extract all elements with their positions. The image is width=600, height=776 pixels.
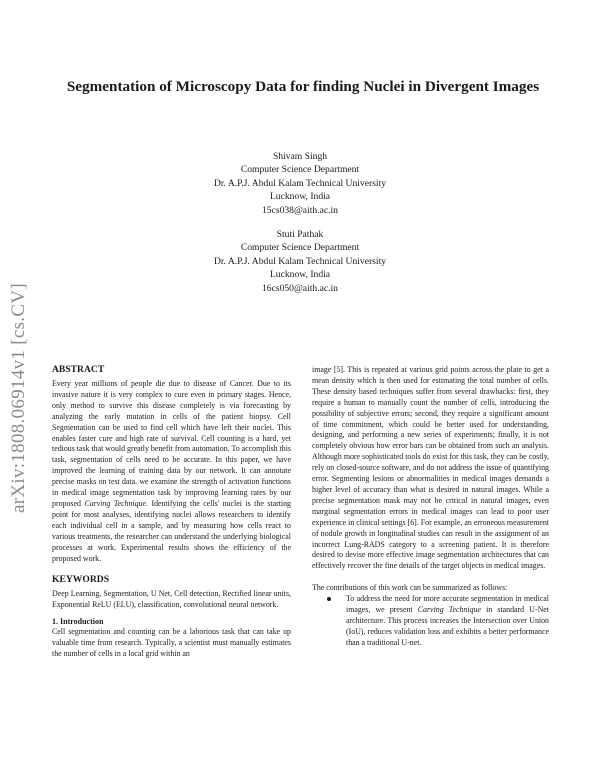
- contributions-list: [312, 594, 549, 649]
- list-item-emphasis: Carving Technique: [417, 605, 481, 615]
- introduction-text: Cell segmentation and counting can be a laborious task that can take up valuable time from research. Typically, a scientist must manually estimates the number of cells in a local grid within an: [52, 627, 291, 659]
- abstract-text-part: . Identifying the cells' nuclei is the starting point for most analyses, identifying nuclei allows researchers to identify each individual cell in a sample, and by measuring how cells react to various treatments, the researcher can understand the underlying biological processes at work. Experimental results shows the efficiency of the proposed work.: [52, 498, 292, 563]
- author-email: 16cs050@aith.ac.in: [262, 282, 338, 294]
- author-location: Lucknow, India: [269, 269, 331, 281]
- introduction-continued-text: image [5]. This is repeated at various grid points across the plate to get a mean density which is then used for estimating the total number of cells. These density based techniques suffer from several drawbacks: first, they require a human to manually count the number of cells, introducing the possibility of subjective errors; second, they require a significant amount of time commitment, which could be better used for understanding, designing, and performing a new series of experiments; finally, it is not completely obvious how error bars can be obtained from such an analysis. Although more sophisticated tools do exist for this task, they can be costly, rely on closed-source software, and do not address the issue of quantifying error. Segmenting lesions or abnormalities in medical images demands a higher level of accuracy than what is desired in natural images. While a precise segmentation mask may not be critical in natural images, even marginal segmentation errors in medical images can lead to poor user experience in clinical settings [6]. For example, an erroneous measurement of nodule growth in longitudinal studies can result in the assignment of an incorrect Lung-RADS category to a screening patient. It is therefore desired to devise more effective image segmentation architectures that can effectively recover the fine details of the target objects in medical images.: [312, 365, 549, 571]
- paper-title: Segmentation of Microscopy Data for finding Nuclei in Divergent Images: [66, 78, 540, 95]
- author-department: Computer Science Department: [240, 242, 360, 254]
- keywords-heading: KEYWORDS: [52, 574, 110, 586]
- abstract-text-part: Every year millions of people die due to disease of Cancer. Due to its invasive nature it is very complex to cure even in primary stages. Hence, only method to survive this disease completely is via forecasting by analyzing the early mutation in cells of the patient biopsy. Cell Segmentation can be used to find cell which have left their nuclei. This enables faster cure and high rate of survival. Cell counting is a hard, yet tedious task that would greatly benefit from automation. To accomplish this task, segmentation of cells need to be accurate. In this paper, we have improved the learning of training data by our network. It can annotate precise masks on test data. we examine the strength of activation functions in medical image segmentation task by improving learning rates by our proposed: [52, 379, 291, 508]
- author-block-1: [100, 150, 500, 217]
- author-university: Dr. A.P.J. Abdul Kalam Technical University: [213, 255, 387, 267]
- author-department: Computer Science Department: [240, 164, 360, 176]
- keywords-text: Deep Learning, Segmentation, U Net, Cell detection, Rectified linear units, Exponential ReLU (ELU), classification, convolutional neural network.: [52, 589, 291, 610]
- author-university: Dr. A.P.J. Abdul Kalam Technical University: [213, 177, 387, 189]
- abstract-emphasis: Carving Technique: [84, 498, 146, 508]
- left-column: [52, 364, 291, 660]
- author-email: 15cs038@aith.ac.in: [262, 204, 338, 216]
- author-name: Stuti Pathak: [276, 229, 324, 240]
- author-location: Lucknow, India: [269, 191, 331, 203]
- arxiv-identifier-text: arXiv:1808.06914v1 [cs.CV]: [8, 283, 29, 513]
- abstract-heading: ABSTRACT: [52, 364, 105, 375]
- abstract-text: [52, 379, 291, 564]
- right-column: [312, 365, 549, 649]
- introduction-heading: 1. Introduction: [52, 617, 104, 627]
- bullet-icon: [327, 597, 331, 601]
- arxiv-side-identifier: [4, 268, 34, 528]
- author-name: Shivam Singh: [272, 151, 328, 162]
- author-block-2: [100, 228, 500, 295]
- list-item: [346, 594, 549, 649]
- contributions-intro: The contributions of this work can be summarized as follows:: [312, 583, 508, 593]
- list-item-text: To address the need for more accurate segmentation in medical images, we present: [346, 594, 549, 615]
- list-item-text: in standard U-Net architecture. This process increases the Intersection over Union (IoU), reduces validation loss and exhibits a better performance than a traditional U-net.: [346, 605, 550, 647]
